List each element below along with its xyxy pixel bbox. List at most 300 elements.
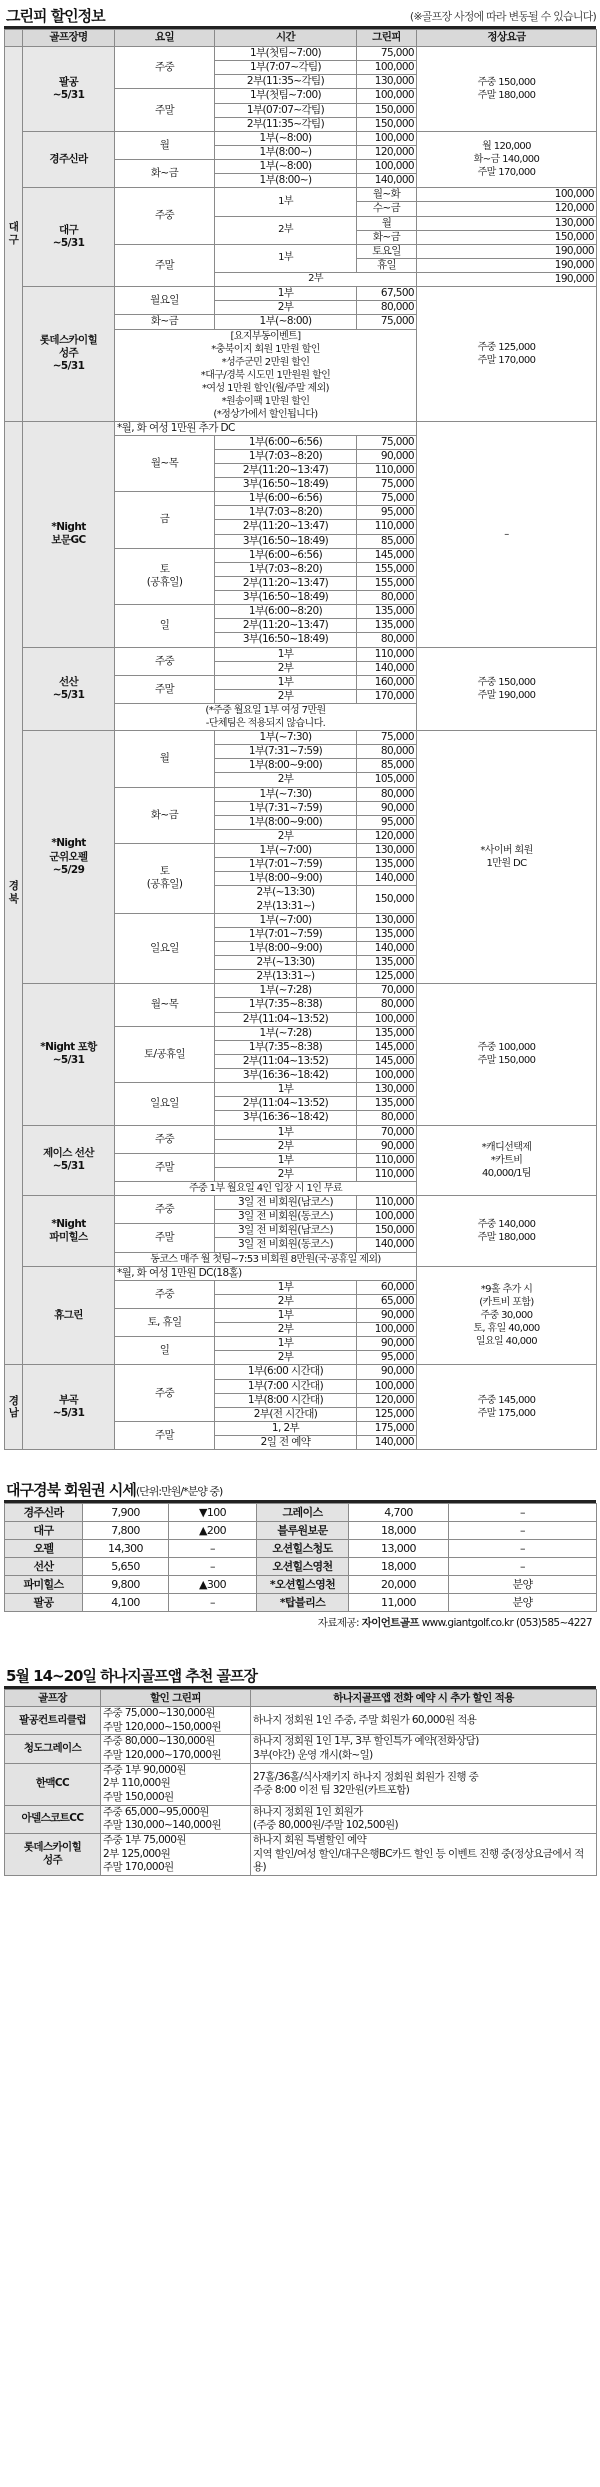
day-cell: 주말 — [115, 89, 215, 131]
day-cell: 월 — [115, 731, 215, 788]
time-cell: 1부(7:35~8:38) — [215, 1040, 357, 1054]
day-cell: 주말 — [115, 1224, 215, 1252]
membership-price: 9,800 — [83, 1576, 169, 1594]
time-cell: 3일 전 비회원(동코스) — [215, 1238, 357, 1252]
fee-cell: 80,000 — [357, 301, 417, 315]
fee-cell: 155,000 — [357, 562, 417, 576]
time-cell: 1부(첫팀~7:00) — [215, 89, 357, 103]
fee-cell: 90,000 — [357, 449, 417, 463]
day-cell: 주말 — [115, 675, 215, 703]
recommend-extra: 하나지 정회원 1인 주중, 주말 회원가 60,000원 적용 — [251, 1707, 597, 1735]
time-cell: 1부(~7:28) — [215, 984, 357, 998]
fee-cell: 150,000 — [417, 230, 597, 244]
time-cell: 1부(~7:28) — [215, 1026, 357, 1040]
course-name: *Night 파미힐스 — [23, 1196, 115, 1267]
recommend-extra: 하나지 정회원 1인 1부, 3부 할인특가 예약(전화상담) 3부(야간) 운영 개시(화~일) — [251, 1735, 597, 1763]
time-cell: 1부(7:31~7:59) — [215, 801, 357, 815]
day-cell: 월 — [115, 131, 215, 159]
time-cell: 1부(8:00~9:00) — [215, 815, 357, 829]
membership-name: 팔공 — [5, 1594, 83, 1612]
course-name: 휴그린 — [23, 1266, 115, 1365]
course-name: *Night 포항 ~5/31 — [23, 984, 115, 1125]
membership-row — [5, 1594, 597, 1612]
day-cell: 일 — [115, 1337, 215, 1365]
time-cell: 1부(8:00 시간대) — [215, 1393, 357, 1407]
time-cell: 1부(6:00~6:56) — [215, 492, 357, 506]
table-row — [5, 47, 597, 61]
fee-cell: 120,000 — [417, 202, 597, 216]
header-course: 골프장명 — [23, 30, 115, 47]
membership-status: – — [449, 1558, 597, 1576]
fee-cell: 100,000 — [357, 1069, 417, 1083]
normal-price: 월 120,000 화~금 140,000 주말 170,000 — [417, 131, 597, 188]
time-cell: 1부(8:00~) — [215, 174, 357, 188]
membership-status: 분양 — [449, 1576, 597, 1594]
fee-cell: 155,000 — [357, 576, 417, 590]
time-cell: 3부(16:36~18:42) — [215, 1069, 357, 1083]
day-cell: 토 (공휴일) — [115, 548, 215, 605]
table-row — [5, 287, 597, 301]
fee-cell: 110,000 — [357, 520, 417, 534]
time-cell: 2부 — [215, 661, 357, 675]
time-cell: 1부(7:03~8:20) — [215, 449, 357, 463]
course-note: *월, 화 여성 1만원 추가 DC — [115, 421, 417, 435]
region-cell: 대 구 — [5, 47, 23, 422]
membership-name: *탑블리스 — [257, 1594, 349, 1612]
header-time: 시간 — [215, 30, 357, 47]
time-cell: 1부(~8:00) — [215, 131, 357, 145]
normal-price: 주중 150,000 주말 180,000 — [417, 47, 597, 132]
membership-title-text: 대구경북 회원권 시세 — [6, 1481, 136, 1500]
greenfee-section-note: (※골프장 사정에 따라 변동될 수 있습니다) — [409, 10, 596, 23]
day-cell: 월요일 — [115, 287, 215, 315]
recommend-fee: 주중 75,000~130,000원 주말 120,000~150,000원 — [101, 1707, 251, 1735]
time-cell: 1부(7:00 시간대) — [215, 1379, 357, 1393]
time-cell: 2부(11:35~각팀) — [215, 117, 357, 131]
normal-price: 주중 150,000 주말 190,000 — [417, 647, 597, 731]
time-cell: 1부(6:00~6:56) — [215, 435, 357, 449]
fee-cell: 125,000 — [357, 970, 417, 984]
recommend-row — [5, 1833, 597, 1875]
fee-cell: 110,000 — [357, 647, 417, 661]
time-cell: 1부(7:03~8:20) — [215, 506, 357, 520]
time-cell: 1부(8:00~) — [215, 145, 357, 159]
time-cell: 1부(6:00~6:56) — [215, 548, 357, 562]
fee-cell: 130,000 — [357, 1083, 417, 1097]
course-name: 부곡 ~5/31 — [23, 1365, 115, 1450]
normal-price: *9홀 추가 시 (카트비 포함) 주중 30,000 토, 휴일 40,000 일요일 40,000 — [417, 1266, 597, 1365]
fee-cell: 135,000 — [357, 605, 417, 619]
membership-name: 블루원보문 — [257, 1522, 349, 1540]
fee-cell: 70,000 — [357, 1125, 417, 1139]
day-cell: 주말 — [115, 1153, 215, 1181]
day-cell: 화~금 — [115, 315, 215, 329]
recommend-fee: 주중 1부 90,000원 2부 110,000원 주말 150,000원 — [101, 1763, 251, 1805]
part-cell: 2부 — [215, 273, 417, 287]
membership-price: 14,300 — [83, 1540, 169, 1558]
time-cell: 2부(11:04~13:52) — [215, 1097, 357, 1111]
time-cell: 1부(~7:30) — [215, 787, 357, 801]
day-cell: 주중 — [115, 47, 215, 89]
table-row — [5, 421, 597, 435]
membership-name: 선산 — [5, 1558, 83, 1576]
table-row — [5, 1125, 597, 1139]
fee-cell: 150,000 — [357, 117, 417, 131]
fee-cell: 90,000 — [357, 1139, 417, 1153]
membership-section-header — [4, 1474, 596, 1503]
course-bottom-note: 주중 1부 월요일 4인 입장 시 1인 무료 — [115, 1182, 417, 1196]
day-cell: 일요일 — [115, 1083, 215, 1125]
fee-cell: 80,000 — [357, 633, 417, 647]
membership-name: 오션힐스청도 — [257, 1540, 349, 1558]
time-cell: 1부(~8:00) — [215, 160, 357, 174]
recommend-fee: 주중 1부 75,000원 2부 125,000원 주말 170,000원 — [101, 1833, 251, 1875]
fee-cell: 75,000 — [357, 492, 417, 506]
page — [4, 0, 596, 1876]
membership-name: 그레이스 — [257, 1504, 349, 1522]
fee-cell: 90,000 — [357, 1337, 417, 1351]
fee-cell: 100,000 — [357, 1210, 417, 1224]
membership-status: – — [449, 1522, 597, 1540]
time-cell: 2부(11:04~13:52) — [215, 1012, 357, 1026]
time-cell: 1부 — [215, 1337, 357, 1351]
fee-cell: 85,000 — [357, 759, 417, 773]
time-cell: 2부 — [215, 1294, 357, 1308]
greenfee-table — [4, 29, 597, 1450]
time-cell: 화~금 — [357, 230, 417, 244]
fee-cell: 190,000 — [417, 258, 597, 272]
fee-cell: 65,000 — [357, 1294, 417, 1308]
fee-cell: 140,000 — [357, 872, 417, 886]
fee-cell: 190,000 — [417, 244, 597, 258]
time-cell: 1부(7:03~8:20) — [215, 562, 357, 576]
membership-price: 13,000 — [349, 1540, 449, 1558]
course-name: 제이스 선산 ~5/31 — [23, 1125, 115, 1196]
time-cell: 토요일 — [357, 244, 417, 258]
time-cell: 2부 — [215, 301, 357, 315]
recommend-row — [5, 1805, 597, 1833]
credit-label: 자료제공: — [317, 1617, 359, 1630]
region-cell: 경 북 — [5, 421, 23, 1365]
time-cell: 1부(~7:00) — [215, 844, 357, 858]
recommend-table — [4, 1689, 597, 1876]
table-row — [5, 984, 597, 998]
membership-unit: (단위:만원/*분양 중) — [135, 1485, 223, 1499]
membership-status: 분양 — [449, 1594, 597, 1612]
region-cell: 경 남 — [5, 1365, 23, 1450]
membership-price: 4,700 — [349, 1504, 449, 1522]
time-cell: 3일 전 비회원(남코스) — [215, 1224, 357, 1238]
membership-price: 5,650 — [83, 1558, 169, 1576]
greenfee-section-title: 그린피 할인정보 — [6, 7, 105, 25]
fee-cell: 135,000 — [357, 927, 417, 941]
fee-cell: 110,000 — [357, 1153, 417, 1167]
fee-cell: 130,000 — [357, 913, 417, 927]
fee-cell: 110,000 — [357, 1196, 417, 1210]
greenfee-section-header — [4, 0, 596, 29]
fee-cell: 150,000 — [357, 1224, 417, 1238]
fee-cell: 90,000 — [357, 801, 417, 815]
day-cell: 화~금 — [115, 160, 215, 188]
recommend-course: 팔공컨트리클럽 — [5, 1707, 101, 1735]
course-bottom-note: (*주중 월요일 1부 여성 7만원 -단체팀은 적용되지 않습니다. — [115, 704, 417, 731]
time-cell: 1부 — [215, 1125, 357, 1139]
time-cell: 3부(16:50~18:49) — [215, 591, 357, 605]
membership-status: – — [449, 1540, 597, 1558]
fee-cell: 75,000 — [357, 435, 417, 449]
fee-cell: 95,000 — [357, 1351, 417, 1365]
membership-status: – — [449, 1504, 597, 1522]
membership-price: 4,100 — [83, 1594, 169, 1612]
header-normal: 정상요금 — [417, 30, 597, 47]
time-cell: 2부 — [215, 829, 357, 843]
time-cell: 1부 — [215, 675, 357, 689]
fee-cell: 80,000 — [357, 998, 417, 1012]
credit-site: www.giantgolf.co.kr — [421, 1617, 514, 1630]
fee-cell: 150,000 — [357, 103, 417, 117]
fee-cell: 190,000 — [417, 273, 597, 287]
time-cell: 1부(7:01~7:59) — [215, 858, 357, 872]
fee-cell: 80,000 — [357, 745, 417, 759]
fee-cell: 95,000 — [357, 815, 417, 829]
course-name: 경주신라 — [23, 131, 115, 188]
fee-cell: 80,000 — [357, 787, 417, 801]
fee-cell: 75,000 — [357, 731, 417, 745]
time-cell: 1부 — [215, 1083, 357, 1097]
normal-price: *캐디선택제 *카트비 40,000/1팀 — [417, 1125, 597, 1196]
membership-change: – — [169, 1540, 257, 1558]
fee-cell: 170,000 — [357, 689, 417, 703]
course-name: *Night 보문GC — [23, 421, 115, 647]
time-cell: 2부(11:20~13:47) — [215, 576, 357, 590]
membership-row — [5, 1540, 597, 1558]
membership-table-body — [5, 1504, 597, 1612]
normal-price: 주중 125,000 주말 170,000 — [417, 287, 597, 421]
table-row — [5, 1266, 597, 1280]
fee-cell: 175,000 — [357, 1421, 417, 1435]
day-cell: 월~목 — [115, 984, 215, 1026]
membership-price: 7,900 — [83, 1504, 169, 1522]
header-day: 요일 — [115, 30, 215, 47]
course-name: *Night 군위오펠 ~5/29 — [23, 731, 115, 984]
time-cell: 3부(16:50~18:49) — [215, 478, 357, 492]
time-cell: 1, 2부 — [215, 1421, 357, 1435]
time-cell: 수~금 — [357, 202, 417, 216]
time-cell: 3일 전 비회원(동코스) — [215, 1210, 357, 1224]
header-greenfee: 그린피 — [357, 30, 417, 47]
fee-cell: 105,000 — [357, 773, 417, 787]
time-cell: 2부(~13:30) 2부(13:31~) — [215, 886, 357, 913]
time-cell: 1부 — [215, 1308, 357, 1322]
time-cell: 1부(07:07~각팀) — [215, 103, 357, 117]
fee-cell: 75,000 — [357, 315, 417, 329]
time-cell: 1부(7:01~7:59) — [215, 927, 357, 941]
fee-cell: 135,000 — [357, 1097, 417, 1111]
course-name: 롯데스카이힐 성주 ~5/31 — [23, 287, 115, 421]
table-row — [5, 188, 597, 202]
membership-price: 7,800 — [83, 1522, 169, 1540]
fee-cell: 75,000 — [357, 478, 417, 492]
membership-row — [5, 1504, 597, 1522]
recommend-course: 한맥CC — [5, 1763, 101, 1805]
fee-cell: 100,000 — [357, 1379, 417, 1393]
time-cell: 2부 — [215, 689, 357, 703]
time-cell: 3부(16:50~18:49) — [215, 534, 357, 548]
recommend-table-body — [5, 1707, 597, 1876]
fee-cell: 100,000 — [357, 131, 417, 145]
fee-cell: 100,000 — [357, 160, 417, 174]
time-cell: 1부 — [215, 1153, 357, 1167]
fee-cell: 140,000 — [357, 661, 417, 675]
time-cell: 2부 — [215, 1323, 357, 1337]
time-cell: 휴일 — [357, 258, 417, 272]
fee-cell: 160,000 — [357, 675, 417, 689]
fee-cell: 100,000 — [357, 89, 417, 103]
membership-change: – — [169, 1594, 257, 1612]
fee-cell: 140,000 — [357, 941, 417, 955]
time-cell: 1부(~7:00) — [215, 913, 357, 927]
day-cell: 토, 휴일 — [115, 1308, 215, 1336]
fee-cell: 145,000 — [357, 1054, 417, 1068]
fee-cell: 70,000 — [357, 984, 417, 998]
normal-price: 주중 145,000 주말 175,000 — [417, 1365, 597, 1450]
normal-price: *사이버 회원 1만원 DC — [417, 731, 597, 984]
membership-change: – — [169, 1558, 257, 1576]
time-cell: 1부(~8:00) — [215, 315, 357, 329]
course-note: *월, 화 여성 1만원 DC(18홀) — [115, 1266, 417, 1280]
fee-cell: 120,000 — [357, 1393, 417, 1407]
membership-price: 18,000 — [349, 1558, 449, 1576]
course-event: [요지부동이벤트] *충북이지 회원 1만원 할인 *성주군민 2만원 할인 *대구/경북 시도민 1만원원 할인 *여성 1만원 할인(월/주말 제외) *원송이팩 1만원 할인 (*정상가에서 할인됩니다) — [115, 329, 417, 421]
fee-cell: 85,000 — [357, 534, 417, 548]
fee-cell: 135,000 — [357, 956, 417, 970]
recommend-fee: 주중 80,000~130,000원 주말 120,000~170,000원 — [101, 1735, 251, 1763]
normal-price: 주중 140,000 주말 180,000 — [417, 1196, 597, 1267]
recommend-extra: 27홀/36홀/식사재키지 하나지 정회원 회원가 진행 중 주중 8:00 이전 팀 32만원(카트포함) — [251, 1763, 597, 1805]
day-cell: 토 (공휴일) — [115, 844, 215, 914]
day-cell: 일 — [115, 605, 215, 647]
time-cell: 1부 — [215, 1280, 357, 1294]
rec-header-fee: 할인 그린피 — [101, 1690, 251, 1707]
membership-name: 경주신라 — [5, 1504, 83, 1522]
time-cell: 2부 — [215, 1351, 357, 1365]
membership-name: *오션힐스영천 — [257, 1576, 349, 1594]
time-cell: 3부(16:50~18:49) — [215, 633, 357, 647]
day-cell: 주중 — [115, 1125, 215, 1153]
fee-cell: 130,000 — [357, 75, 417, 89]
membership-section-title — [4, 1479, 222, 1500]
fee-cell: 110,000 — [357, 1167, 417, 1181]
time-cell: 1부(6:00~8:20) — [215, 605, 357, 619]
time-cell: 1부(7:31~7:59) — [215, 745, 357, 759]
normal-price: 주중 100,000 주말 150,000 — [417, 984, 597, 1125]
fee-cell: 140,000 — [357, 1436, 417, 1450]
course-name: 팔공 ~5/31 — [23, 47, 115, 132]
recommend-fee: 주중 65,000~95,000원 주말 130,000~140,000원 — [101, 1805, 251, 1833]
time-cell: 2부(11:04~13:52) — [215, 1054, 357, 1068]
fee-cell: 80,000 — [357, 591, 417, 605]
membership-price: 20,000 — [349, 1576, 449, 1594]
recommend-extra: 하나지 회원 특별할인 예약 지역 할인/여성 할인/대구은행BC카드 할인 등 이벤트 진행 중(정상요금에서 적용) — [251, 1833, 597, 1875]
fee-cell: 130,000 — [417, 216, 597, 230]
recommend-course: 롯데스카이힐 성주 — [5, 1833, 101, 1875]
part-cell: 2부 — [215, 216, 357, 244]
time-cell: 3일 전 비회원(남코스) — [215, 1196, 357, 1210]
membership-price: 11,000 — [349, 1594, 449, 1612]
fee-cell: 95,000 — [357, 506, 417, 520]
fee-cell: 135,000 — [357, 858, 417, 872]
time-cell: 2일 전 예약 — [215, 1436, 357, 1450]
recommend-course: 청도그레이스 — [5, 1735, 101, 1763]
rec-header-extra: 하나지골프앱 전화 예약 시 추가 할인 적용 — [251, 1690, 597, 1707]
recommend-extra: 하나지 정회원 1인 회원가 (주중 80,000원/주말 102,500원) — [251, 1805, 597, 1833]
recommend-section-title: 5월 14~20일 하나지골프앱 추천 골프장 — [6, 1667, 258, 1686]
time-cell: 1부(8:00~9:00) — [215, 759, 357, 773]
table-row — [5, 731, 597, 745]
time-cell: 3부(16:36~18:42) — [215, 1111, 357, 1125]
fee-cell: 67,500 — [357, 287, 417, 301]
fee-cell: 145,000 — [357, 548, 417, 562]
membership-change: ▲300 — [169, 1576, 257, 1594]
day-cell: 주중 — [115, 188, 215, 245]
membership-name: 대구 — [5, 1522, 83, 1540]
day-cell: 월~목 — [115, 435, 215, 492]
recommend-row — [5, 1763, 597, 1805]
time-cell: 1부(8:00~9:00) — [215, 941, 357, 955]
day-cell: 주중 — [115, 647, 215, 675]
day-cell: 주중 — [115, 1365, 215, 1422]
fee-cell: 135,000 — [357, 1026, 417, 1040]
time-cell: 2부(13:31~) — [215, 970, 357, 984]
rec-header-course: 골프장 — [5, 1690, 101, 1707]
fee-cell: 120,000 — [357, 145, 417, 159]
fee-cell: 120,000 — [357, 829, 417, 843]
fee-cell: 140,000 — [357, 1238, 417, 1252]
membership-table — [4, 1503, 597, 1612]
day-cell: 주중 — [115, 1196, 215, 1224]
course-name: 대구 ~5/31 — [23, 188, 115, 287]
time-cell: 2부 — [215, 1139, 357, 1153]
membership-name: 파미힐스 — [5, 1576, 83, 1594]
time-cell: 1부(7:07~각팀) — [215, 61, 357, 75]
fee-cell: 75,000 — [357, 47, 417, 61]
time-cell: 2부(~13:30) — [215, 956, 357, 970]
time-cell: 월 — [357, 216, 417, 230]
fee-cell: 150,000 — [357, 886, 417, 913]
recommend-row — [5, 1735, 597, 1763]
fee-cell: 125,000 — [357, 1407, 417, 1421]
time-cell: 1부 — [215, 647, 357, 661]
time-cell: 2부(11:20~13:47) — [215, 619, 357, 633]
time-cell: 2부 — [215, 773, 357, 787]
day-cell: 주중 — [115, 1280, 215, 1308]
fee-cell: 110,000 — [357, 463, 417, 477]
fee-cell: 140,000 — [357, 174, 417, 188]
table-row — [5, 1365, 597, 1379]
fee-cell: 130,000 — [357, 844, 417, 858]
time-cell: 2부(11:35~각팀) — [215, 75, 357, 89]
credit-company: 자이언트골프 — [361, 1617, 419, 1630]
table-row — [5, 1196, 597, 1210]
fee-cell: 80,000 — [357, 1111, 417, 1125]
membership-change: ▲200 — [169, 1522, 257, 1540]
membership-change: ▼100 — [169, 1504, 257, 1522]
table-row — [5, 131, 597, 145]
fee-cell: 135,000 — [357, 619, 417, 633]
fee-cell: 100,000 — [357, 1323, 417, 1337]
time-cell: 2부 — [215, 1167, 357, 1181]
header-region — [5, 30, 23, 47]
